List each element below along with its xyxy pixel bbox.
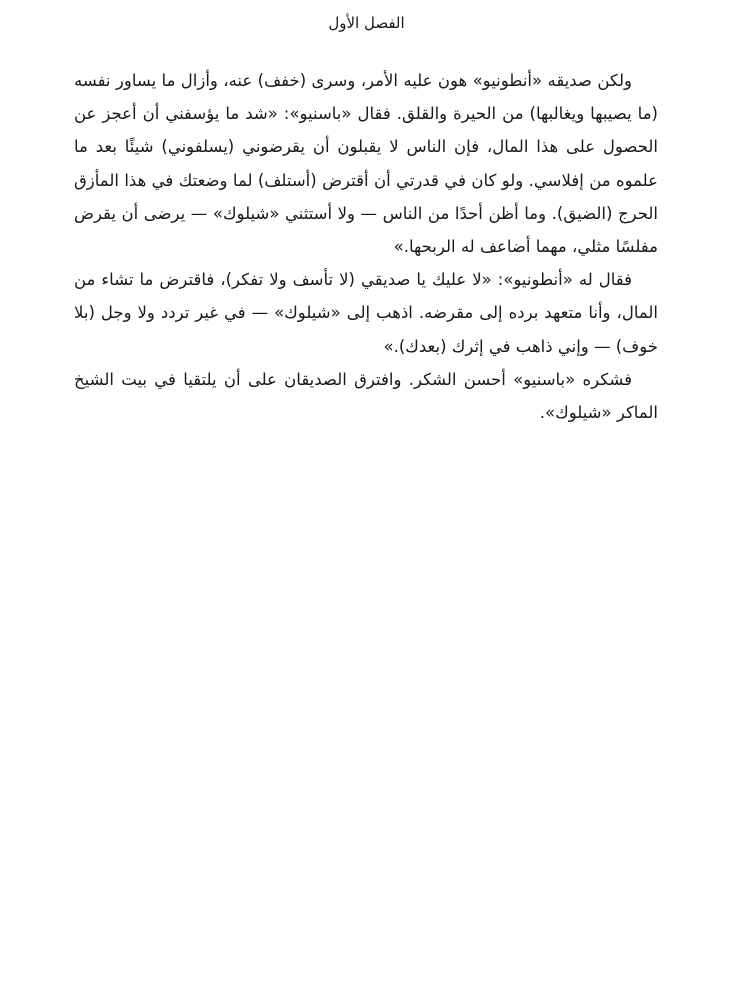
running-header: الفصل الأول <box>328 14 405 32</box>
paragraph-3: فشكره «باسنيو» أحسن الشكر. وافترق الصديقان على أن يلتقيا في بيت الشيخ الماكر «شيلوك». <box>74 369 658 423</box>
body-text <box>74 64 658 429</box>
paragraph-1: ولكن صديقه «أنطونيو» هون عليه الأمر، وسرى (خفف) عنه، وأزال ما يساور نفسه (ما يصيبها ويغالبها) من الحيرة والقلق. فقال «باسنيو»: «شد ما يؤسفني أن أعجز عن الحصول على هذا المال، فإن الناس لا يقبلون أن يقرضوني (يسلفوني) شيئًا بعد ما علموه من إفلاسي. ولو كان في قدرتي أن أقترض (أستلف) لما وضعتك في هذا المأزق الحرج (الضيق). وما أظن أحدًا من الناس — ولا أستثني «شيلوك» — يرضى أن يقرض مفلسًا مثلي، مهما أضاعف له الربحها.» <box>74 71 658 257</box>
paragraph-2: فقال له «أنطونيو»: «لا عليك يا صديقي (لا تأسف ولا تفكر)، فاقترض ما تشاء من المال، وأنا متعهد برده إلى مقرضه. اذهب إلى «شيلوك» — في غير تردد ولا وجل (بلا خوف) — وإني ذاهب في إثرك (بعدك).» <box>74 270 658 356</box>
